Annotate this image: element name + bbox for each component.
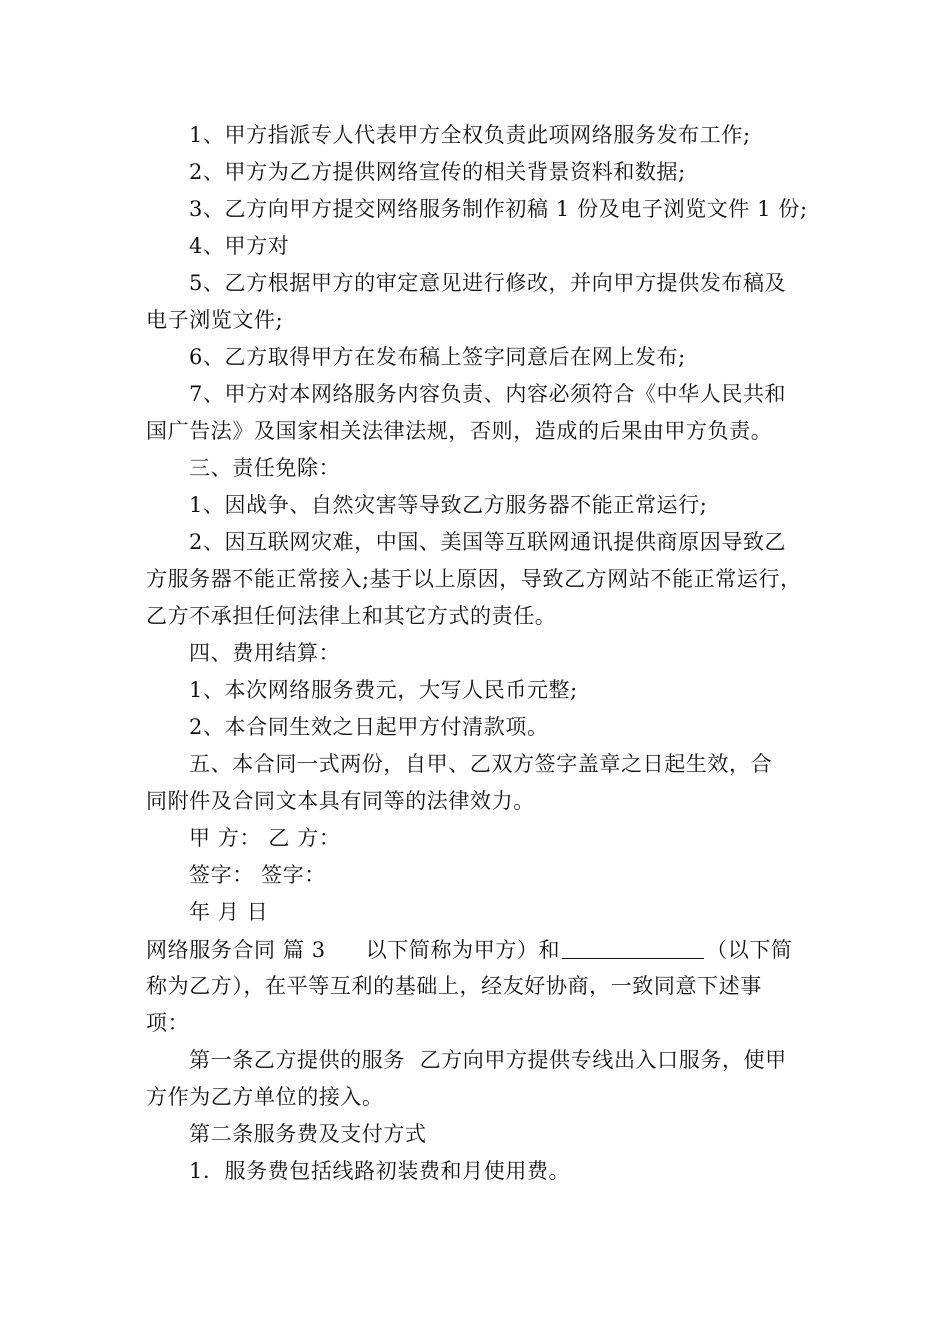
section-heading: 第二条服务费及支付方式 <box>189 1122 427 1146</box>
article-1-line <box>189 1047 829 1073</box>
party-b-blank <box>562 936 704 959</box>
clause-line: 2、本合同生效之日起甲方付清款项。 <box>189 715 549 739</box>
clause-line: 1、因战争、自然灾害等导致乙方服务器不能正常运行; <box>189 493 708 517</box>
article-1-text: 乙方向甲方提供专线出入口服务，使甲 <box>419 1048 787 1072</box>
clause-line: 国广告法》及国家相关法律法规，否则，造成的后果由甲方负责。 <box>146 419 773 443</box>
clause-line: 3、乙方向甲方提交网络服务制作初稿 1 份及电子浏览文件 1 份; <box>189 197 808 221</box>
clause-line: 1、甲方指派专人代表甲方全权负责此项网络服务发布工作; <box>189 123 751 147</box>
party-label: 甲 方： 乙 方： <box>189 826 341 850</box>
article-1-title: 第一条乙方提供的服务 <box>189 1048 405 1072</box>
clause-line: 乙方不承担任何法律上和其它方式的责任。 <box>146 604 557 628</box>
clause-line: 方作为乙方单位的接入。 <box>146 1085 384 1109</box>
section-heading: 四、费用结算： <box>189 641 341 665</box>
contract-intro-b: （以下简 <box>706 938 793 962</box>
clause-line: 项： <box>146 1011 190 1035</box>
clause-line: 1．服务费包括线路初装费和月使用费。 <box>189 1159 571 1183</box>
clause-line: 电子浏览文件; <box>146 308 284 332</box>
contract-intro-a: 以下简称为甲方）和 <box>365 938 561 962</box>
contract-intro-line <box>146 936 826 963</box>
clause-line: 4、甲方对 <box>189 234 290 258</box>
clause-line: 7、甲方对本网络服务内容负责、内容必须符合《中华人民共和 <box>189 382 787 406</box>
clause-line: 同附件及合同文本具有同等的法律效力。 <box>146 789 535 813</box>
signature-label: 签字： 签字： <box>189 863 326 887</box>
clause-line: 2、因互联网灾难，中国、美国等互联网通讯提供商原因导致乙 <box>189 530 787 554</box>
clause-line: 2、甲方为乙方提供网络宣传的相关背景资料和数据; <box>189 160 686 184</box>
clause-line: 5、乙方根据甲方的审定意见进行修改，并向甲方提供发布稿及 <box>189 271 787 295</box>
date-label: 年 月 日 <box>189 900 269 924</box>
clause-line: 6、乙方取得甲方在发布稿上签字同意后在网上发布; <box>189 345 686 369</box>
clause-line: 方服务器不能正常接入;基于以上原因，导致乙方网站不能正常运行， <box>146 567 802 591</box>
clause-line: 称为乙方），在平等互利的基础上，经友好协商，一致同意下述事 <box>146 974 762 998</box>
section-heading: 三、责任免除： <box>189 456 341 480</box>
clause-line: 五、本合同一式两份，自甲、乙双方签字盖章之日起生效，合 <box>189 752 773 776</box>
clause-line: 1、本次网络服务费元，大写人民币元整; <box>189 678 578 702</box>
contract-heading: 网络服务合同 篇 3 <box>146 938 326 962</box>
